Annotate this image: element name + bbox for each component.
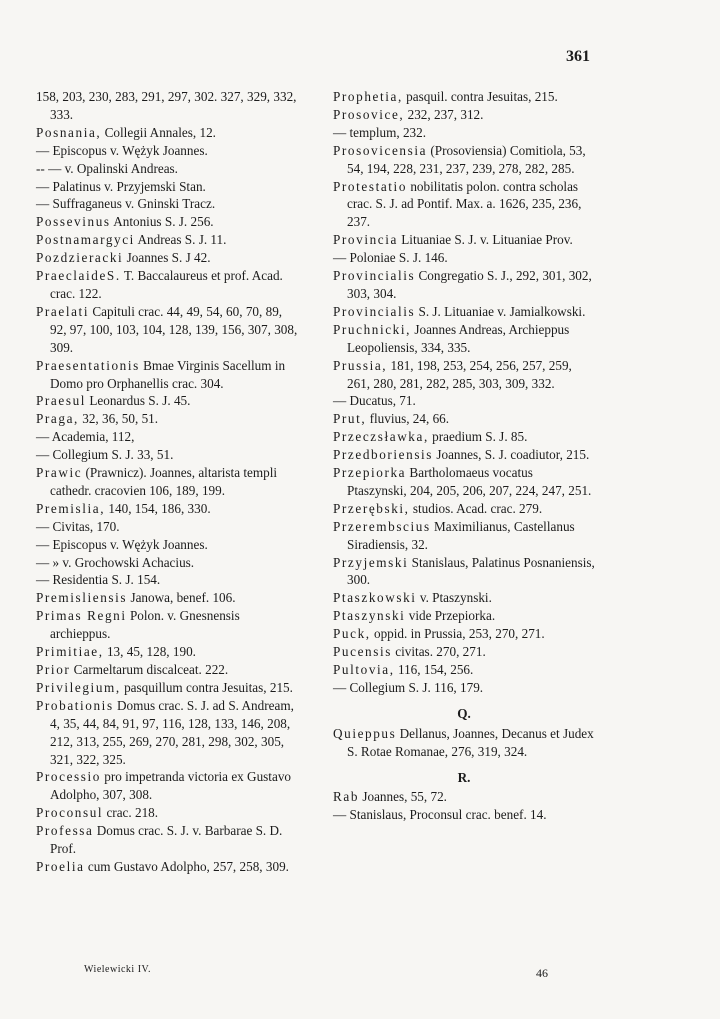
index-entry [333,410,595,428]
entry-text: 116, 154, 256. [397,662,474,677]
section-letter: R. [457,769,471,785]
entry-headword: Pozdzieracki [36,250,124,266]
entry-text: fluvius, 24, 66. [369,411,450,427]
index-entry [333,303,595,321]
entry-headword: Professa [36,823,94,839]
index-entry [333,500,595,518]
entry-text: 158, 203, 230, 283, 291, 297, 302. 327, 329, 332, 333. [36,89,297,122]
entry-headword: Provincia [333,232,398,248]
entry-headword: Proconsul [36,805,104,821]
index-entry [333,446,595,464]
entry-headword: Prior [36,662,71,677]
index-entry [36,357,298,393]
index-entry [36,768,298,804]
entry-headword: Postnamargyci [36,232,135,248]
entry-headword: Praelati [36,303,90,319]
entry-text: 32, 36, 50, 51. [82,411,159,427]
entry-headword: Premislia, [36,500,106,516]
index-entry [36,661,298,679]
entry-headword: Probationis [36,697,114,713]
entry-headword: Provincialis [333,268,416,284]
index-entry [36,464,298,500]
entry-text: pasquil. contra Jesuitas, 215. [406,89,558,104]
entry-text: Domus crac. S. J. ad S. Andream, 4, 35, 44, 84, 91, 97, 116, 128, 133, 146, 208, 212, 313, 255, 269, 270, 281, 298, 302, 305, 321, 322, 325. [50,697,294,767]
entry-text: oppid. in Prussia, 253, 270, 271. [373,626,545,642]
index-entry [36,822,298,858]
entry-text: — Episcopus v. Wężyk Joannes. [36,142,208,158]
entry-text: vide Przepiorka. [408,608,496,624]
entry-text: Congregatio S. J., 292, 301, 302, 303, 304. [347,268,592,301]
entry-text: crac. 218. [106,805,159,821]
index-entry [333,554,595,590]
entry-headword: Protestatio [333,178,408,194]
index-entry [36,195,298,213]
entry-text: 181, 198, 253, 254, 256, 257, 259, 261, 280, 281, 282, 285, 303, 309, 332. [347,357,572,391]
entry-headword: Pruchnicki, [333,321,412,337]
entry-headword: Przerembscius [333,518,431,534]
entry-headword: Prophetia, [333,89,403,104]
entry-text: cum Gustavo Adolpho, 257, 258, 309. [87,858,289,874]
index-entry [36,500,298,518]
entry-headword: Ptaszynski [333,608,406,624]
entry-text: — Suffraganeus v. Gninski Tracz. [36,196,216,212]
entry-text: Leonardus S. J. 45. [89,393,191,409]
entry-text: pasquillum contra Jesuitas, 215. [124,679,293,695]
index-entry [333,428,595,446]
entry-text: Dellanus, Joannes, Decanus et Judex S. Rotae Romanae, 276, 319, 324. [347,725,594,759]
entry-text: 13, 45, 128, 190. [106,644,196,660]
left-index-column [36,88,298,876]
index-entry [36,213,298,231]
entry-headword: Pultovia, [333,662,395,677]
entry-text: — Collegium S. J. 33, 51. [36,447,174,463]
index-entry [333,643,595,661]
entry-headword: Prawic [36,465,83,481]
index-entry [36,231,298,249]
entry-headword: Rab [333,789,360,805]
entry-text: — Ducatus, 71. [333,393,416,409]
index-entry [333,178,595,232]
section-letter: Q. [457,705,471,721]
entry-text: — Civitas, 170. [36,518,120,534]
entry-text: nobilitatis polon. contra scholas crac. S. J. ad Pontif. Max. a. 1626, 235, 236, 237. [347,178,582,230]
index-entry [36,679,298,697]
index-entry [333,321,595,357]
entry-text: Capituli crac. 44, 49, 54, 60, 70, 89, 92, 97, 100, 103, 104, 128, 139, 156, 307, 308, 309. [50,303,298,355]
index-entry [333,124,595,142]
index-entry [36,697,298,769]
index-entry [333,518,595,554]
entry-headword: Provincialis [333,303,416,319]
index-entry [333,464,595,500]
index-entry [36,124,298,142]
entry-headword: Primas Regni [36,608,127,624]
entry-text: — Stanislaus, Proconsul crac. benef. 14. [333,807,547,823]
entry-headword: Prut, [333,411,367,427]
entry-text: Bartholomaeus vocatus Ptaszynski, 204, 205, 206, 207, 224, 247, 251. [347,465,592,498]
entry-text: — Residentia S. J. 154. [36,572,161,588]
index-entry [36,88,298,124]
entry-text: — Academia, 112, [36,429,135,445]
entry-text: Domus crac. S. J. v. Barbarae S. D. Prof. [50,823,283,857]
index-entry [333,357,595,393]
index-entry [36,589,298,607]
index-entry [333,607,595,625]
entry-text: — Collegium S. J. 116, 179. [333,679,484,695]
index-entry [333,88,595,106]
index-entry [36,804,298,822]
entry-text: (Prawnicz). Joannes, altarista templi cathedr. cracovien 106, 189, 199. [50,465,278,498]
entry-text: T. Baccalaureus et prof. Acad. crac. 122. [50,268,283,301]
entry-headword: Prosovicensia [333,142,428,158]
entry-headword: Przyjemski [333,554,409,570]
entry-text: -- — v. Opalinski Andreas. [36,160,178,176]
index-entry [333,661,595,679]
entry-headword: Prosovice, [333,106,405,122]
index-entry [36,392,298,410]
entry-text: Lituaniae S. J. v. Lituaniae Prov. [401,232,573,248]
entry-text: — templum, 232. [333,124,427,140]
index-entry [36,446,298,464]
index-entry [36,249,298,267]
entry-text: Polon. v. Gnesnensis archieppus. [50,608,240,642]
entry-headword: Premisliensis [36,590,128,606]
entry-headword: Ptaszkowski [333,590,417,606]
index-entry [333,231,595,249]
index-entry [36,142,298,160]
footer-signature: Wielewicki IV. [84,964,151,975]
right-index-column [333,88,595,824]
index-entry [36,536,298,554]
entry-text: — » v. Grochowski Achacius. [36,554,195,570]
entry-text: Collegii Annales, 12. [104,124,216,140]
entry-headword: Praesentationis [36,357,140,373]
entry-text: v. Ptaszynski. [419,590,492,606]
index-entry [36,303,298,357]
entry-text: Stanislaus, Palatinus Posnaniensis, 300. [347,554,595,588]
index-entry [36,607,298,643]
entry-text: civitas. 270, 271. [395,644,486,660]
page-number: 361 [566,48,590,65]
entry-text: Bmae Virginis Sacellum in Domo pro Orphanellis crac. 304. [50,357,286,391]
index-entry [36,160,298,178]
entry-text: pro impetranda victoria ex Gustavo Adolpho, 307, 308. [50,769,292,803]
entry-headword: Processio [36,769,101,785]
index-entry [333,788,595,806]
entry-text: (Prosoviensia) Comitiola, 53, 54, 194, 228, 231, 237, 239, 278, 282, 285. [347,142,586,176]
entry-text: Carmeltarum discalceat. 222. [73,662,229,677]
index-entry [36,518,298,536]
entry-text: praedium S. J. 85. [432,429,528,445]
entry-text: studios. Acad. crac. 279. [412,500,543,516]
index-entry [333,589,595,607]
entry-headword: Prussia, [333,357,388,373]
index-entry [36,178,298,196]
entry-headword: Privilegium, [36,679,121,695]
index-entry [333,267,595,303]
index-entry [333,392,595,410]
index-entry [333,725,595,761]
entry-headword: PraeclaideS. [36,268,121,284]
entry-headword: Primitiae, [36,644,104,660]
entry-text: Antonius S. J. 256. [113,214,214,230]
entry-text: Joannes, S. J. coadiutor, 215. [436,447,590,463]
entry-text: 140, 154, 186, 330. [108,500,211,516]
entry-text: Maximilianus, Castellanus Siradiensis, 32. [347,518,575,552]
entry-headword: Puck, [333,626,371,642]
entry-text: — Episcopus v. Wężyk Joannes. [36,536,208,552]
entry-text: Andreas S. J. 11. [137,232,227,248]
index-entry [36,554,298,572]
entry-text: Joannes, 55, 72. [362,789,447,805]
entry-headword: Przepiorka [333,465,407,481]
index-entry [36,410,298,428]
entry-headword: Przedboriensis [333,447,434,463]
entry-headword: Pucensis [333,644,392,660]
index-entry [333,625,595,643]
entry-headword: Quieppus [333,725,397,741]
footer-sheet-number: 46 [536,966,548,980]
entry-text: — Poloniae S. J. 146. [333,250,448,266]
index-entry [36,858,298,876]
entry-headword: Posnania, [36,124,102,140]
entry-text: — Palatinus v. Przyjemski Stan. [36,178,206,194]
index-entry [333,679,595,697]
entry-headword: Praesul [36,393,87,409]
entry-headword: Possevinus [36,214,111,230]
entry-headword: Przeczsławka, [333,429,429,445]
index-entry [36,643,298,661]
index-entry [333,249,595,267]
entry-text: 232, 237, 312. [407,106,484,122]
entry-text: S. J. Lituaniae v. Jamialkowski. [418,303,586,319]
entry-headword: Praga, [36,411,79,427]
entry-text: Joannes Andreas, Archieppus Leopoliensis, 334, 335. [347,321,570,355]
entry-text: Joannes S. J 42. [126,250,211,266]
index-entry [333,106,595,124]
entry-headword: Przerębski, [333,500,410,516]
entry-headword: Proelia [36,858,85,874]
entry-text: Janowa, benef. 106. [130,590,236,606]
index-entry [36,428,298,446]
index-entry [333,806,595,824]
index-entry [36,267,298,303]
index-entry [333,142,595,178]
index-entry [36,571,298,589]
